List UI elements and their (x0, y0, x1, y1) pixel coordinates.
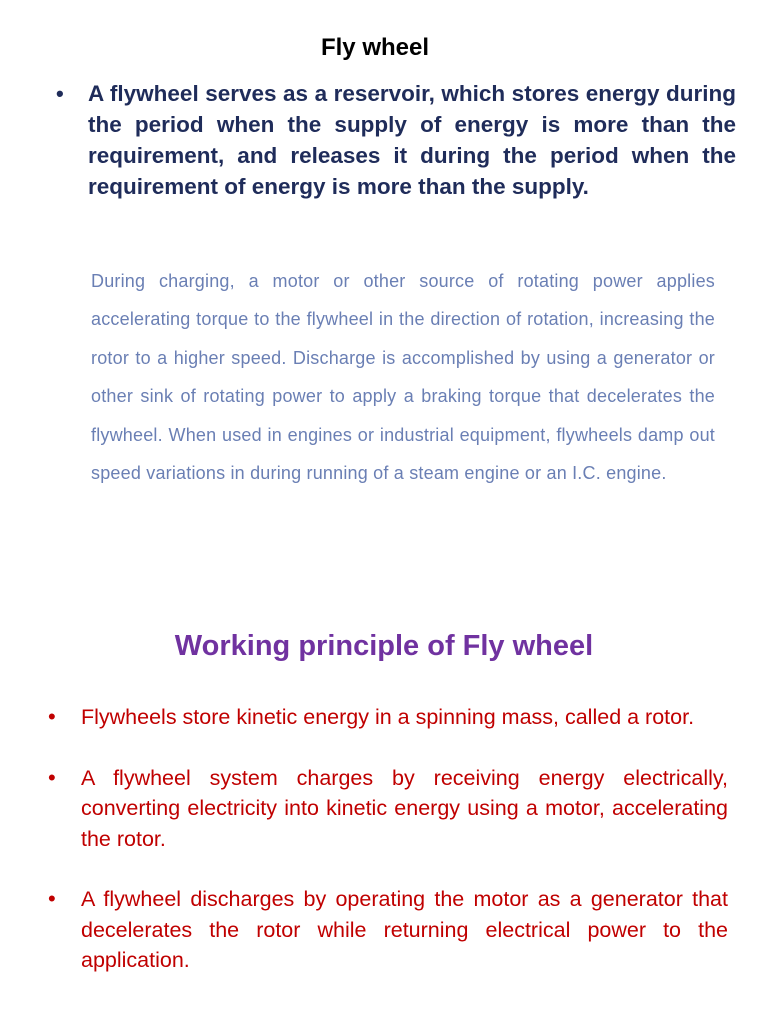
description-paragraph: During charging, a motor or other source of rotating power applies accelerating torque to the flywheel in the direction of rotation, increasing the rotor to a higher speed. Discharge is accomplished by using a generator or other sink of rotating power to apply a braking torque that decelerates the flywheel. When used in engines or industrial equipment, flywheels damp out speed variations in during running of a steam engine or an I.C. engine. (91, 271, 715, 484)
point-text: A flywheel system charges by receiving energy electrically, converting electricity into kinetic energy using a motor, accelerating the rotor. (81, 765, 728, 851)
intro-bullet-item (56, 78, 736, 202)
bullet-icon: • (56, 81, 64, 106)
bullet-icon: • (48, 764, 56, 790)
point-text: A flywheel discharges by operating the motor as a generator that decelerates the rotor while returning electrical power to the application. (81, 887, 728, 972)
point-text: Flywheels store kinetic energy in a spinning mass, called a rotor. (81, 705, 695, 729)
list-item (48, 702, 728, 733)
intro-text: A flywheel serves as a reservoir, which stores energy during the period when the supply of energy is more than the requirement, and releases it during the period when the requirement of energy is more than the supply. (88, 81, 736, 199)
page-title: Fly wheel (320, 34, 430, 61)
intro-list (56, 78, 736, 202)
bullet-icon: • (48, 886, 56, 911)
list-item (48, 763, 728, 855)
bullet-icon: • (48, 704, 56, 729)
list-item (48, 884, 728, 976)
points-list (48, 702, 728, 1006)
section-title: Working principle of Fly wheel (174, 630, 594, 662)
